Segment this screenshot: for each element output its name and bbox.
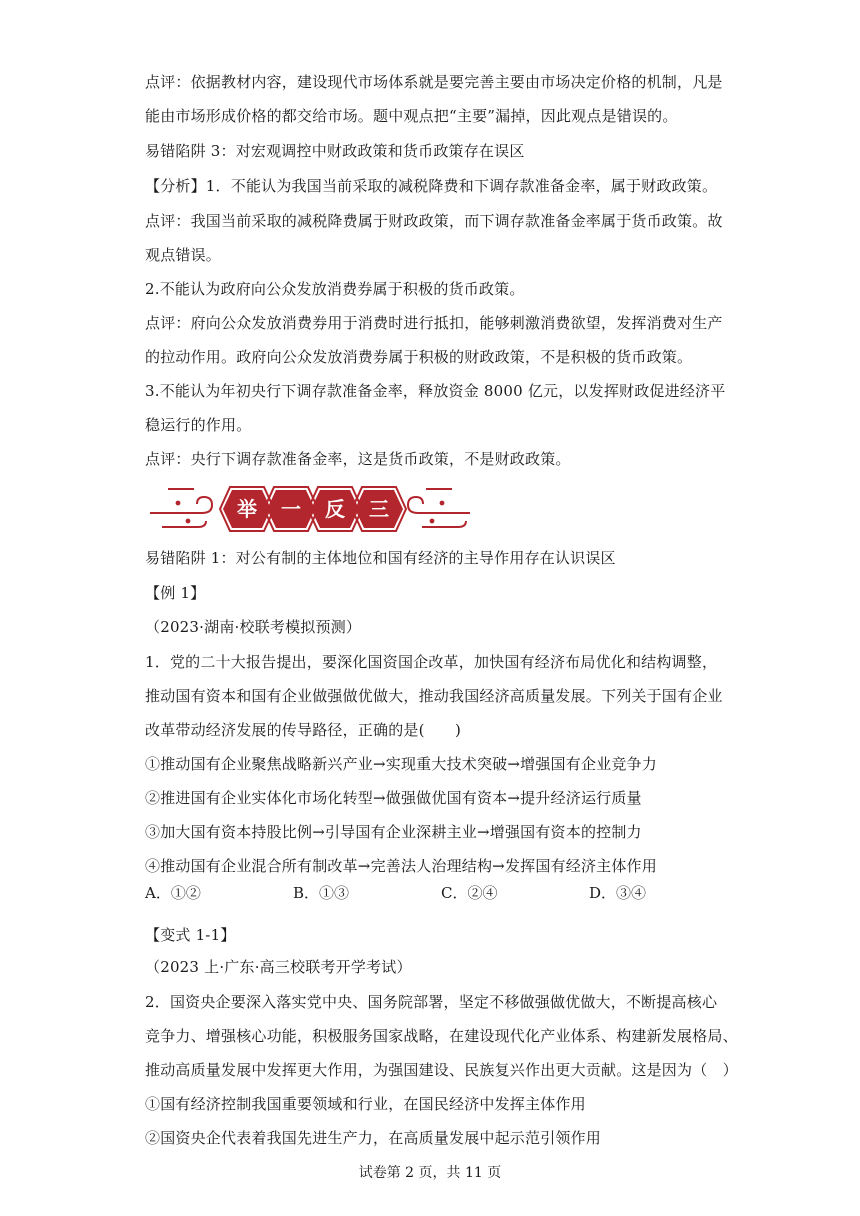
section-heading: 易错陷阱 1：对公有制的主体地位和国有经济的主导作用存在认识误区 <box>145 549 616 567</box>
banner-char: 一 <box>281 497 301 521</box>
text-line: 3.不能认为年初央行下调存款准备金率，释放资金 8000 亿元，以发挥财政促进经济平 <box>145 382 726 400</box>
statement-item: ④推动国有企业混合所有制改革→完善法人治理结构→发挥国有经济主体作用 <box>145 857 657 875</box>
question-stem: 竞争力、增强核心功能，积极服务国家战略，在建设现代化产业体系、构建新发展格局、 <box>145 1027 738 1045</box>
text-line: 观点错误。 <box>145 246 222 264</box>
text-line: 能由市场形成价格的都交给市场。题中观点把“主要”漏掉，因此观点是错误的。 <box>145 107 678 125</box>
text-line: 稳运行的作用。 <box>145 416 252 434</box>
question-stem: 改革带动经济发展的传导路径，正确的是( ) <box>145 721 462 739</box>
statement-item: ②推进国有企业实体化市场化转型→做强做优国有资本→提升经济运行质量 <box>145 789 642 807</box>
banner-char: 三 <box>369 497 389 521</box>
text-line: 点评：我国当前采取的减税降费属于财政政策，而下调存款准备金率属于货币政策。故 <box>145 212 723 230</box>
question-stem: 推动国有资本和国有企业做强做优做大，推动我国经济高质量发展。下列关于国有企业 <box>145 687 723 705</box>
banner-char: 反 <box>325 497 345 521</box>
analysis-line: 【分析】1．不能认为我国当前采取的减税降费和下调存款准备金率，属于财政政策。 <box>145 177 718 195</box>
statement-item: ②国资央企代表着我国先进生产力，在高质量发展中起示范引领作用 <box>145 1129 602 1147</box>
right-ornament <box>408 489 470 527</box>
option-d: D．③④ <box>589 884 647 902</box>
option-c: C．②④ <box>441 884 498 902</box>
text-line: 易错陷阱 3：对宏观调控中财政政策和货币政策存在误区 <box>145 142 525 160</box>
example-label: 【例 1】 <box>145 584 206 602</box>
question-stem: 1．党的二十大报告提出，要深化国资国企改革，加快国有经济布局优化和结构调整， <box>145 653 718 671</box>
answer-options <box>145 883 705 905</box>
question-stem: 推动高质量发展中发挥更大作用，为强国建设、民族复兴作出更大贡献。这是因为（ ） <box>145 1061 738 1079</box>
question-source: （2023·湖南·校联考模拟预测） <box>145 618 362 636</box>
option-b: B．①③ <box>293 884 350 902</box>
text-line: 的拉动作用。政府向公众发放消费券属于积极的财政政策，不是积极的货币政策。 <box>145 348 693 366</box>
page-footer: 试卷第 2 页，共 11 页 <box>358 1165 502 1181</box>
left-ornament <box>150 489 212 527</box>
text-line: 点评：府向公众发放消费券用于消费时进行抵扣，能够刺激消费欲望，发挥消费对生产 <box>145 314 723 332</box>
question-stem: 2．国资央企要深入落实党中央、国务院部署，坚定不移做强做优做大，不断提高核心 <box>145 993 718 1011</box>
variant-label: 【变式 1-1】 <box>145 926 236 944</box>
statement-item: ③加大国有资本持股比例→引导国有企业深耕主业→增强国有资本的控制力 <box>145 823 642 841</box>
banner-char: 举 <box>237 497 257 521</box>
text-line: 点评：央行下调存款准备金率，这是货币政策，不是财政政策。 <box>145 450 571 468</box>
section-banner <box>148 479 472 539</box>
question-source: （2023 上·广东·高三校联考开学考试） <box>145 958 412 976</box>
statement-item: ①国有经济控制我国重要领域和行业，在国民经济中发挥主体作用 <box>145 1095 586 1113</box>
text-line: 点评：依据教材内容，建设现代市场体系就是要完善主要由市场决定价格的机制，凡是 <box>145 73 723 91</box>
option-a: A．①② <box>145 884 201 902</box>
text-line: 2.不能认为政府向公众发放消费券属于积极的货币政策。 <box>145 280 525 298</box>
statement-item: ①推动国有企业聚焦战略新兴产业→实现重大技术突破→增强国有企业竞争力 <box>145 755 657 773</box>
